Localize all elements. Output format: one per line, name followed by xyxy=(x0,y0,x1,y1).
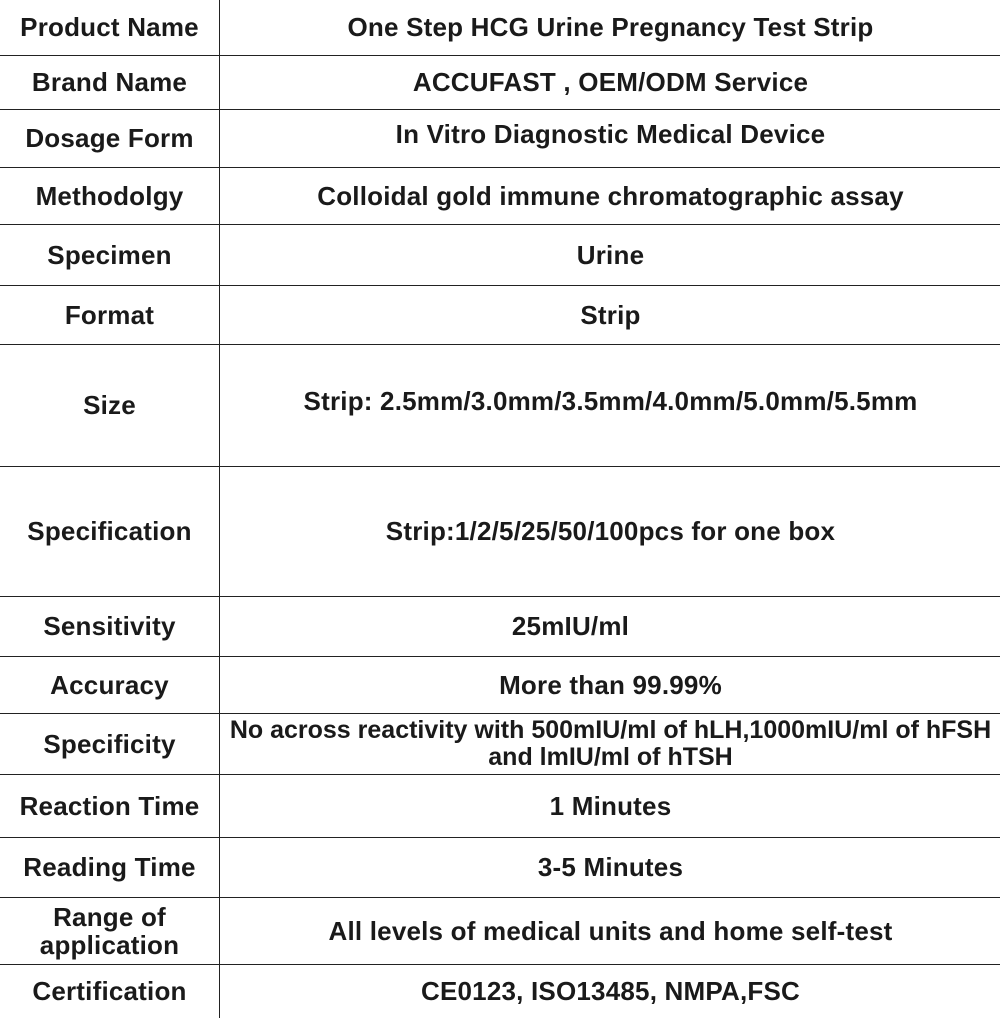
row-value xyxy=(220,109,1000,167)
table-row xyxy=(0,224,1000,285)
row-value: Strip:1/2/5/25/50/100pcs for one box xyxy=(220,466,1000,596)
table-row xyxy=(0,897,1000,964)
row-value: Urine xyxy=(220,224,1000,285)
table-row xyxy=(0,774,1000,837)
table-row xyxy=(0,713,1000,774)
row-label: Specification xyxy=(0,466,220,596)
table-row xyxy=(0,964,1000,1018)
row-label: Methodolgy xyxy=(0,167,220,224)
row-value xyxy=(220,344,1000,466)
row-label: Accuracy xyxy=(0,656,220,713)
row-label: Reading Time xyxy=(0,837,220,897)
row-value-text: Strip: 2.5mm/3.0mm/3.5mm/4.0mm/5.0mm/5.5mm xyxy=(303,386,918,416)
table-row xyxy=(0,466,1000,596)
row-value-text: 25mIU/ml xyxy=(511,611,630,641)
table-row xyxy=(0,656,1000,713)
table-row xyxy=(0,109,1000,167)
row-label: Reaction Time xyxy=(0,774,220,837)
row-label: Product Name xyxy=(0,0,220,55)
table-row xyxy=(0,837,1000,897)
row-value: One Step HCG Urine Pregnancy Test Strip xyxy=(347,12,874,43)
row-label: Specimen xyxy=(0,224,220,285)
row-label: Size xyxy=(0,344,220,466)
row-value: Strip xyxy=(220,285,1000,344)
row-value: No across reactivity with 500mIU/ml of hLH,1000mIU/ml of hFSH and lmIU/ml of hTSH xyxy=(220,713,1000,774)
row-value: 3-5 Minutes xyxy=(220,837,1000,897)
row-label: Dosage Form xyxy=(0,109,220,167)
table-row xyxy=(0,167,1000,224)
table-row xyxy=(0,0,1000,55)
table-row xyxy=(0,344,1000,466)
row-value: CE0123, ISO13485, NMPA,FSC xyxy=(220,964,1000,1018)
row-value: 1 Minutes xyxy=(220,774,1000,837)
row-label: Format xyxy=(0,285,220,344)
table-row xyxy=(0,285,1000,344)
row-label: Specificity xyxy=(0,713,220,774)
row-label: Range of application xyxy=(0,897,220,964)
row-value: All levels of medical units and home self-test xyxy=(220,897,1000,964)
row-value: ACCUFAST , OEM/ODM Service xyxy=(220,55,1000,109)
row-value xyxy=(220,596,1000,656)
row-label: Sensitivity xyxy=(0,596,220,656)
row-label: Certification xyxy=(0,964,220,1018)
row-value-text: In Vitro Diagnostic Medical Device xyxy=(395,119,826,149)
row-label: Brand Name xyxy=(0,55,220,109)
row-value: Colloidal gold immune chromatographic assay xyxy=(220,167,1000,224)
table-row xyxy=(0,596,1000,656)
row-value: More than 99.99% xyxy=(220,656,1000,713)
table-row xyxy=(0,55,1000,109)
